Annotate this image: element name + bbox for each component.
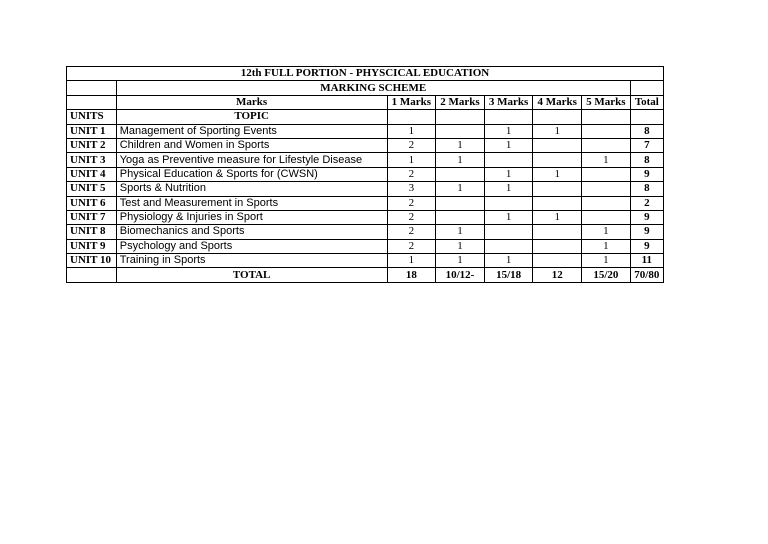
unit-cell: UNIT 6 [67,196,117,210]
table-row [67,167,664,181]
marks-cell [533,239,582,253]
blank-cell [582,110,631,124]
marks-cell: 1 [436,239,485,253]
table-row [67,182,664,196]
marks-cell: 2 [387,167,436,181]
grand-total-cell: 70/80 [630,268,663,282]
topic-cell: Management of Sporting Events [116,124,387,138]
blank-cell [387,110,436,124]
marks-cell [582,210,631,224]
row-total-cell: 9 [630,210,663,224]
topic-cell: Sports & Nutrition [116,182,387,196]
marks-cell: 1 [436,225,485,239]
table-title: 12th FULL PORTION - PHYSCICAL EDUCATION [67,67,664,81]
unit-cell: UNIT 5 [67,182,117,196]
marks-cell: 1 [387,124,436,138]
marks-cell: 1 [387,153,436,167]
column-header: 5 Marks [582,95,631,109]
table-row [67,124,664,138]
marks-cell [533,254,582,268]
unit-cell: UNIT 9 [67,239,117,253]
topic-cell: Children and Women in Sports [116,138,387,152]
row-total-cell: 8 [630,124,663,138]
unit-cell: UNIT 8 [67,225,117,239]
marking-scheme-table [66,66,664,283]
topic-cell: Yoga as Preventive measure for Lifestyle Disease [116,153,387,167]
unit-cell: UNIT 2 [67,138,117,152]
topic-cell: Physical Education & Sports for (CWSN) [116,167,387,181]
topic-cell: Training in Sports [116,254,387,268]
label-row [67,110,664,124]
blank-cell [436,110,485,124]
marks-cell: 1 [436,182,485,196]
marks-cell: 2 [387,225,436,239]
marks-cell: 1 [582,254,631,268]
title-row [67,67,664,81]
marks-cell: 1 [582,239,631,253]
blank-cell [630,81,663,95]
marks-cell: 1 [582,225,631,239]
marks-cell: 1 [533,167,582,181]
grand-total-cell: 18 [387,268,436,282]
marks-cell [533,153,582,167]
column-header: 1 Marks [387,95,436,109]
blank-cell [67,95,117,109]
topic-cell: Physiology & Injuries in Sport [116,210,387,224]
unit-cell: UNIT 1 [67,124,117,138]
column-header: 3 Marks [484,95,533,109]
blank-cell [67,268,117,282]
marks-cell: 1 [533,210,582,224]
column-header: 4 Marks [533,95,582,109]
topic-cell: Test and Measurement in Sports [116,196,387,210]
row-total-cell: 2 [630,196,663,210]
row-total-cell: 8 [630,182,663,196]
topic-cell: Biomechanics and Sports [116,225,387,239]
marks-cell: 1 [484,182,533,196]
table-row [67,138,664,152]
marks-cell: 1 [436,153,485,167]
table-row [67,225,664,239]
row-total-cell: 9 [630,239,663,253]
marks-cell: 1 [533,124,582,138]
marks-cell [484,239,533,253]
row-total-cell: 9 [630,167,663,181]
topic-cell: Psychology and Sports [116,239,387,253]
marks-cell: 1 [387,254,436,268]
marks-cell [436,196,485,210]
totals-label: TOTAL [116,268,387,282]
grand-total-cell: 10/12- [436,268,485,282]
grand-total-cell: 12 [533,268,582,282]
marks-cell: 3 [387,182,436,196]
marks-cell [533,225,582,239]
marks-label: Marks [116,95,387,109]
marks-cell: 1 [436,254,485,268]
header-row [67,95,664,109]
marks-cell: 1 [484,210,533,224]
marks-cell: 2 [387,196,436,210]
marks-cell: 2 [387,239,436,253]
marks-cell: 1 [484,124,533,138]
subtitle-row [67,81,664,95]
blank-cell [484,110,533,124]
table-row [67,239,664,253]
marks-cell [436,124,485,138]
marks-cell [436,167,485,181]
marks-cell [436,210,485,224]
totals-row [67,268,664,282]
unit-cell: UNIT 7 [67,210,117,224]
marks-cell [533,196,582,210]
marks-cell: 2 [387,210,436,224]
column-header: Total [630,95,663,109]
unit-cell: UNIT 3 [67,153,117,167]
table-row [67,210,664,224]
column-header: 2 Marks [436,95,485,109]
marks-cell: 1 [484,167,533,181]
row-total-cell: 11 [630,254,663,268]
topic-label: TOPIC [116,110,387,124]
marks-cell [484,225,533,239]
row-total-cell: 8 [630,153,663,167]
row-total-cell: 7 [630,138,663,152]
table-subtitle: MARKING SCHEME [116,81,630,95]
blank-cell [630,110,663,124]
marks-cell: 1 [484,254,533,268]
marks-cell [582,196,631,210]
table-row [67,153,664,167]
marks-cell [484,196,533,210]
blank-cell [67,81,117,95]
marks-cell [582,124,631,138]
units-label: UNITS [67,110,117,124]
marks-cell: 2 [387,138,436,152]
grand-total-cell: 15/18 [484,268,533,282]
marks-cell [582,167,631,181]
marks-cell [582,182,631,196]
marks-cell [533,182,582,196]
blank-cell [533,110,582,124]
row-total-cell: 9 [630,225,663,239]
unit-cell: UNIT 10 [67,254,117,268]
marks-cell: 1 [436,138,485,152]
table-row [67,196,664,210]
marks-cell: 1 [582,153,631,167]
marks-cell [582,138,631,152]
unit-cell: UNIT 4 [67,167,117,181]
marks-cell [484,153,533,167]
table-row [67,254,664,268]
grand-total-cell: 15/20 [582,268,631,282]
marks-cell: 1 [484,138,533,152]
marks-cell [533,138,582,152]
